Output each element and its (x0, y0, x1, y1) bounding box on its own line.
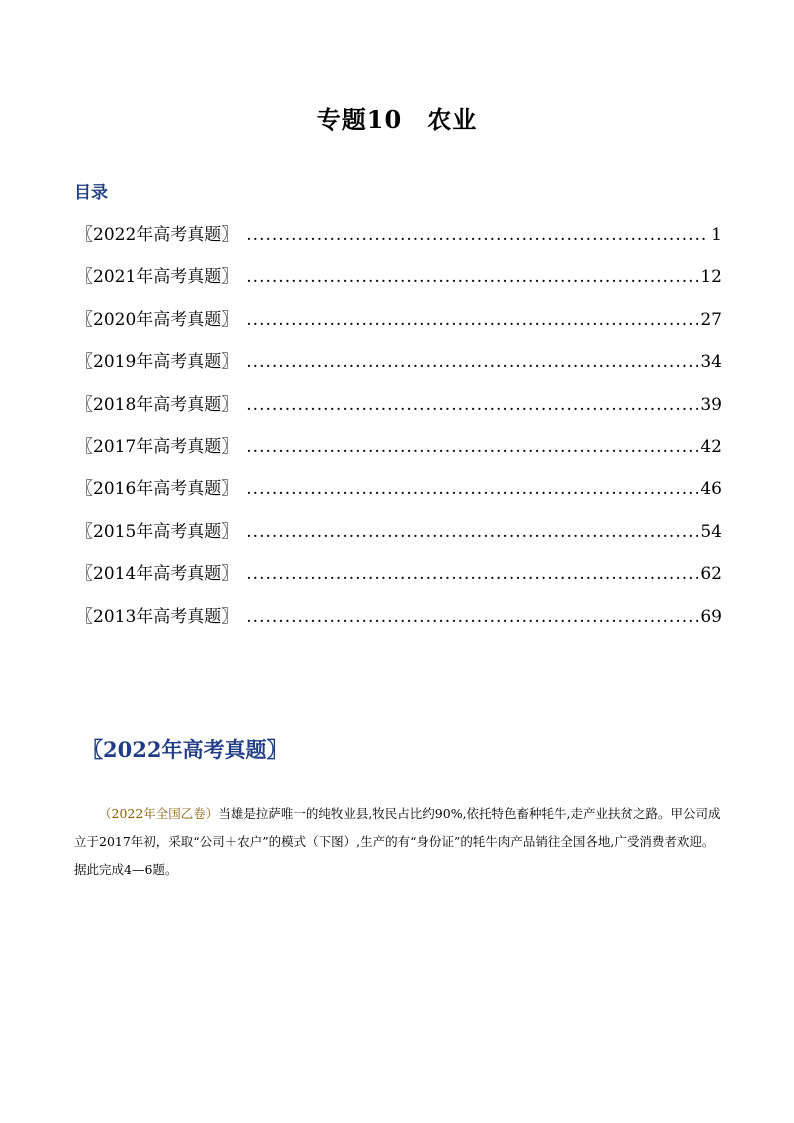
toc-item-label: 〖2013年高考真题〗 (76, 606, 239, 627)
question-paragraph (74, 800, 726, 884)
toc-page-number: 42 (700, 436, 722, 457)
toc-leader-dots (246, 564, 698, 584)
toc-item-label: 〖2016年高考真题〗 (76, 479, 239, 500)
toc-leader-dots (246, 479, 698, 499)
toc-page-number: 69 (700, 606, 722, 627)
toc-item-2021[interactable] (76, 262, 722, 304)
toc-item-2017[interactable] (76, 432, 722, 474)
toc-item-label: 〖2022年高考真题〗 (76, 225, 239, 245)
toc-leader-dots (246, 437, 698, 457)
toc-item-label: 〖2014年高考真题〗 (76, 564, 239, 585)
toc-item-2014[interactable] (76, 559, 722, 601)
toc-item-2015[interactable] (76, 517, 722, 559)
toc-item-label: 〖2020年高考真题〗 (76, 309, 239, 330)
table-of-contents (76, 220, 722, 644)
toc-page-number: 54 (700, 521, 722, 542)
toc-item-2013[interactable] (76, 602, 722, 644)
toc-page-number: 46 (700, 479, 722, 500)
toc-item-2022[interactable] (76, 220, 722, 262)
toc-item-2018[interactable] (76, 390, 722, 432)
toc-leader-dots (246, 395, 698, 415)
page-title: 专题10 农业 (316, 105, 478, 134)
toc-page-number: 39 (700, 394, 722, 415)
toc-page-number: 27 (700, 309, 722, 330)
toc-leader-dots (246, 522, 698, 542)
toc-page-number: 1 (711, 225, 722, 245)
toc-page-number: 62 (700, 564, 722, 585)
toc-item-2020[interactable] (76, 305, 722, 347)
toc-leader-dots (246, 607, 698, 627)
toc-leader-dots (246, 352, 698, 372)
toc-page-number: 34 (700, 352, 722, 373)
question-source: （2022年全国乙卷） (99, 806, 219, 821)
toc-leader-dots (246, 267, 698, 287)
toc-item-label: 〖2017年高考真题〗 (76, 436, 239, 457)
question-text: 当雄是拉萨唯一的纯牧业县,牧民占比约90%,依托特色畜种牦牛,走产业扶贫之路。甲公司成立于2017年初，采取“公司＋农户”的模式（下图）,生产的有“身份证”的牦牛肉产品销往全国各地,广受消费者欢迎。据此完成4—6题。 (74, 806, 721, 877)
toc-item-2019[interactable] (76, 347, 722, 389)
toc-item-label: 〖2015年高考真题〗 (76, 521, 239, 542)
toc-item-label: 〖2018年高考真题〗 (76, 394, 239, 415)
toc-item-2016[interactable] (76, 474, 722, 516)
section-heading: 〖2022年高考真题〗 (82, 737, 288, 762)
toc-leader-dots (246, 225, 709, 245)
toc-item-label: 〖2019年高考真题〗 (76, 352, 239, 373)
toc-item-label: 〖2021年高考真题〗 (76, 267, 239, 288)
toc-page-number: 12 (700, 267, 722, 288)
toc-leader-dots (246, 310, 698, 330)
toc-heading: 目录 (74, 183, 108, 203)
